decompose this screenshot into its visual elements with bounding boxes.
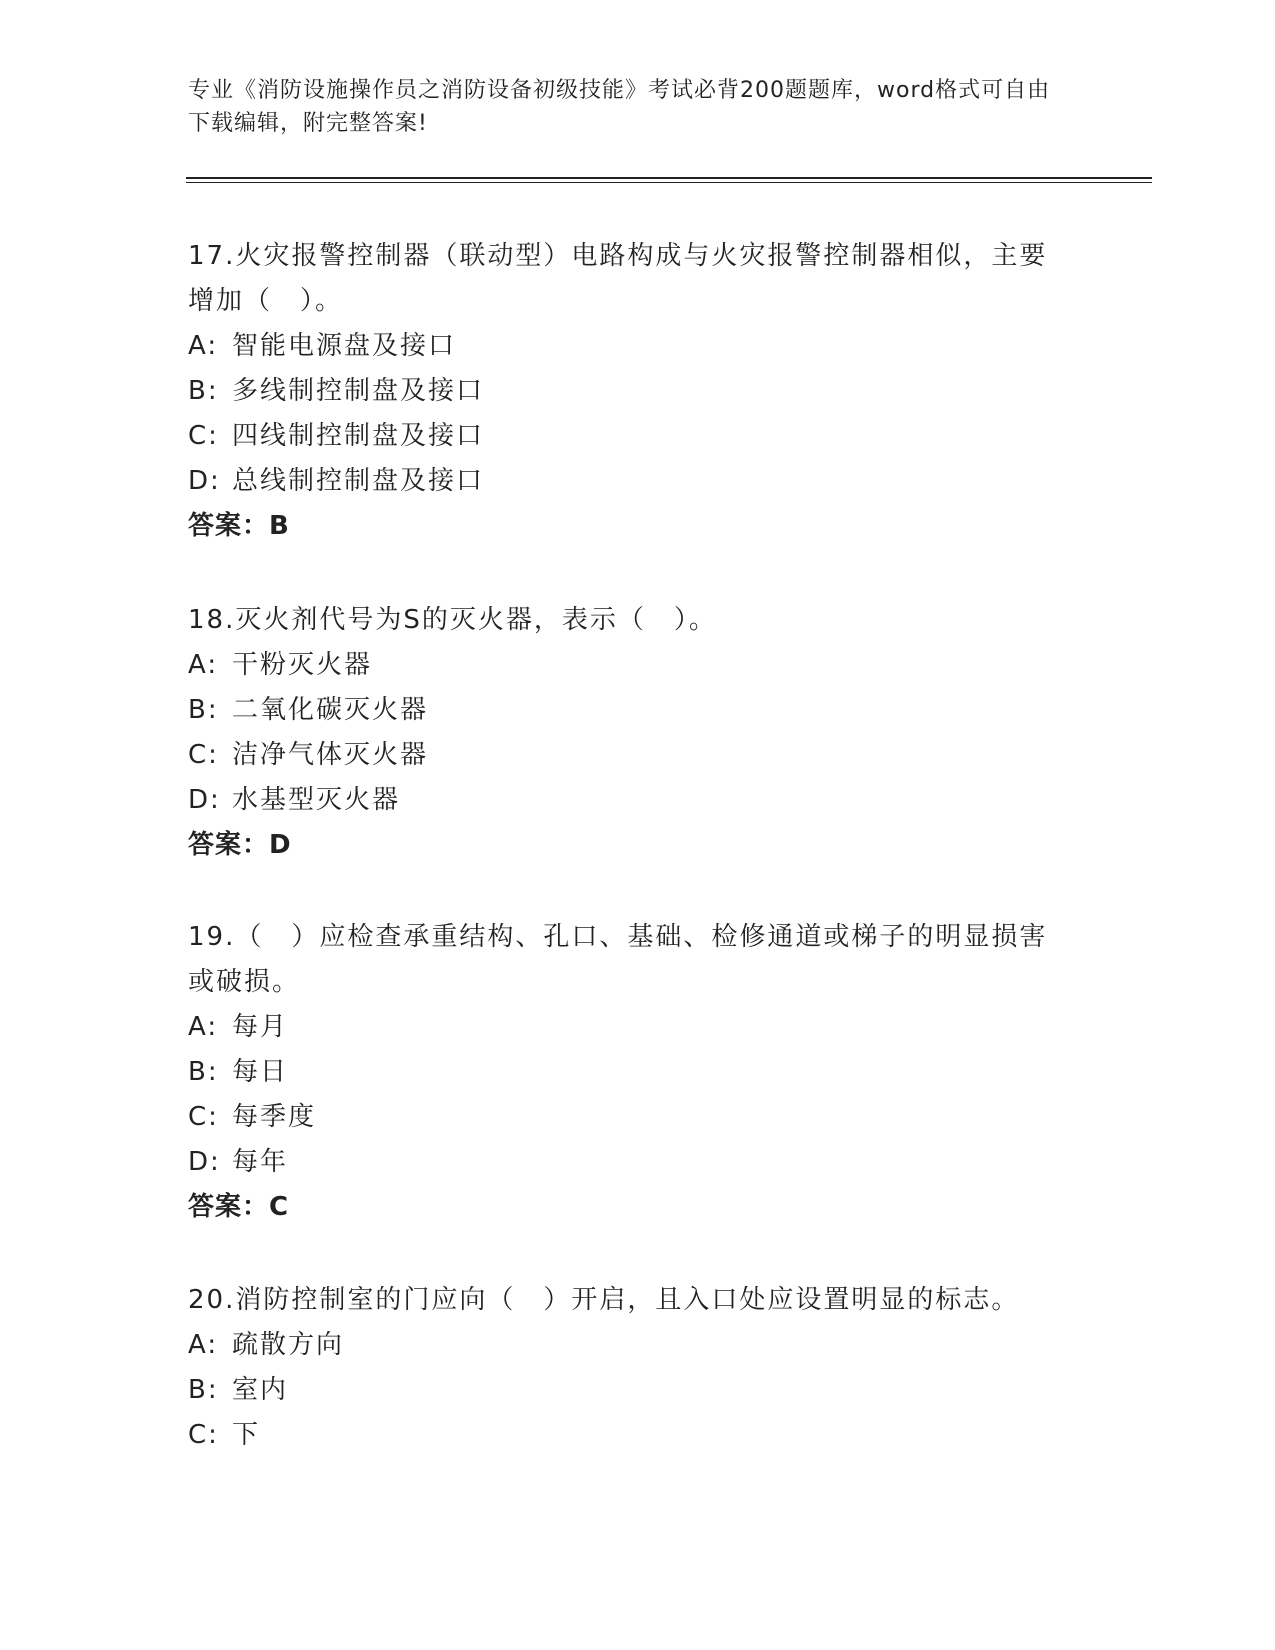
- option-label: B:: [188, 1375, 219, 1405]
- question-stem: 17.火灾报警控制器（联动型）电路构成与火灾报警控制器相似，主要增加（ ）。: [188, 241, 1048, 316]
- option-label: D:: [188, 785, 221, 815]
- option-d: [188, 459, 1088, 504]
- option-b: [188, 1368, 1088, 1413]
- option-b: [188, 369, 1088, 414]
- option-text: 每年: [232, 1147, 289, 1177]
- option-text: 智能电源盘及接口: [232, 331, 457, 361]
- option-label: A:: [188, 331, 219, 361]
- option-d: [188, 1140, 1088, 1185]
- question-18: [188, 598, 1088, 868]
- option-label: A:: [188, 1012, 219, 1042]
- option-d: [188, 778, 1088, 823]
- option-text: 每日: [232, 1057, 289, 1087]
- option-label: C:: [188, 1102, 219, 1132]
- option-label: A:: [188, 650, 219, 680]
- question-stem: 19.（ ）应检查承重结构、孔口、基础、检修通道或梯子的明显损害或破损。: [188, 922, 1048, 997]
- option-a: [188, 643, 1088, 688]
- option-label: B:: [188, 376, 219, 406]
- question-20: [188, 1278, 1088, 1458]
- option-text: 每月: [232, 1012, 289, 1042]
- option-text: 总线制控制盘及接口: [232, 466, 485, 496]
- option-a: [188, 324, 1088, 369]
- option-c: [188, 1413, 1088, 1458]
- option-c: [188, 414, 1088, 459]
- option-c: [188, 1095, 1088, 1140]
- option-text: 疏散方向: [232, 1330, 345, 1360]
- question-17: [188, 234, 1088, 549]
- option-a: [188, 1323, 1088, 1368]
- header-divider-thick: [186, 177, 1152, 179]
- option-label: C:: [188, 1420, 219, 1450]
- option-c: [188, 733, 1088, 778]
- answer-line: 答案：D: [188, 830, 292, 860]
- option-text: 下: [232, 1420, 261, 1450]
- option-label: D:: [188, 1147, 221, 1177]
- option-text: 室内: [232, 1375, 289, 1405]
- option-label: B:: [188, 695, 219, 725]
- option-b: [188, 1050, 1088, 1095]
- option-text: 干粉灭火器: [232, 650, 373, 680]
- question-stem: 18.灭火剂代号为S的灭火器，表示（ ）。: [188, 605, 717, 635]
- option-text: 四线制控制盘及接口: [232, 421, 485, 451]
- option-text: 洁净气体灭火器: [232, 740, 429, 770]
- option-label: A:: [188, 1330, 219, 1360]
- header-divider-thin: [186, 182, 1152, 183]
- option-text: 水基型灭火器: [232, 785, 401, 815]
- option-text: 二氧化碳灭火器: [232, 695, 429, 725]
- document-intro: 专业《消防设施操作员之消防设备初级技能》考试必背200题题库，word格式可自由下载编辑，附完整答案!: [188, 78, 1051, 136]
- option-text: 多线制控制盘及接口: [232, 376, 485, 406]
- option-label: B:: [188, 1057, 219, 1087]
- answer-line: 答案：B: [188, 511, 290, 541]
- option-text: 每季度: [232, 1102, 317, 1132]
- option-label: C:: [188, 740, 219, 770]
- question-stem: 20.消防控制室的门应向（ ）开启，且入口处应设置明显的标志。: [188, 1285, 1020, 1315]
- option-a: [188, 1005, 1088, 1050]
- option-b: [188, 688, 1088, 733]
- option-label: D:: [188, 466, 221, 496]
- question-19: [188, 915, 1088, 1230]
- answer-line: 答案：C: [188, 1192, 290, 1222]
- option-label: C:: [188, 421, 219, 451]
